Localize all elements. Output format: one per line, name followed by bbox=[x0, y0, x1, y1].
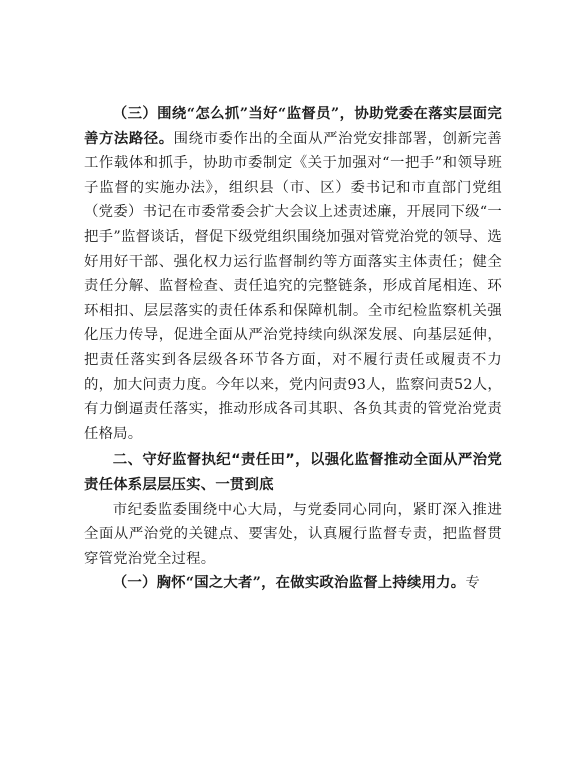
heading-part-2: 二、守好监督执纪“责任田”，以强化监督推动全面从严治党责任体系层层压实、一贯到底 bbox=[84, 452, 502, 493]
paragraph-section-3 bbox=[84, 102, 502, 446]
section-3-body: 围绕市委作出的全面从严治党安排部署，创新完善工作载体和抓手，协助市委制定《关于加强对“一把手”和领导班子监督的实施办法》，组织县（市、区）委书记和市直部门党组（党委）书记在市委常委会扩大会议上述责述廉，开展同下级“一把手”监督谈话，督促下级党组织围绕加强对管党治党的领导、选好用好干部、强化权力运行监督制约等方面落实主体责任；健全责任分解、监督检查、责任追究的完整链条，形成首尾相连、环环相扣、层层落实的责任体系和保障机制。全市纪检监察机关强化压力传导，促进全面从严治党持续向纵深发展、向基层延伸，把责任落实到各层级各环节各方面，对不履行责任或履责不力的，加大问责力度。今年以来，党内问责93人，监察问责52人，有力倒逼责任落实，推动形成各司其职、各负其责的管党治党责任格局。 bbox=[84, 130, 503, 442]
section-1-lead: （一）胸怀“国之大者”，在做实政治监督上持续用力。 bbox=[112, 574, 466, 592]
document-page bbox=[84, 102, 502, 596]
paragraph-section-1 bbox=[84, 571, 502, 596]
section-3-lead: （三）围绕“怎么抓”当好“监督员”，协助党委在落实层面完善方法路径。 bbox=[84, 105, 502, 147]
paragraph-intro: 市纪委监委围绕中心大局，与党委同心同向，紧盯深入推进全面从严治党的关键点、要害处，认真履行监督专责，把监督贯穿管党治党全过程。 bbox=[84, 501, 502, 567]
section-1-tail: 专 bbox=[465, 575, 480, 592]
